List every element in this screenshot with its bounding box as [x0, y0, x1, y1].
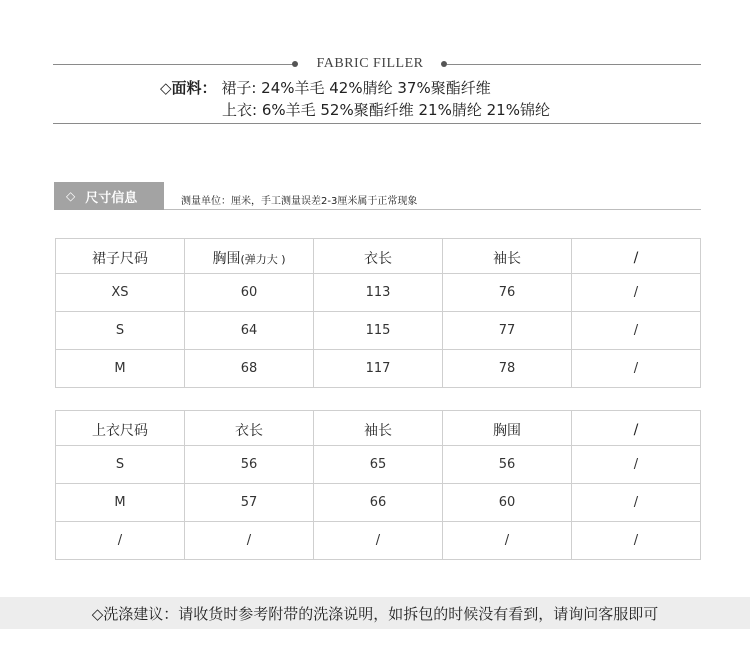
table-cell: 57 — [185, 484, 314, 522]
table-row — [56, 522, 701, 560]
table-cell: / — [572, 484, 701, 522]
table-cell: / — [572, 446, 701, 484]
table-cell: / — [314, 522, 443, 560]
table-header-cell: 胸围 — [443, 411, 572, 446]
fabric-title: FABRIC FILLER — [316, 56, 424, 71]
size-info-title: 尺寸信息 — [85, 190, 138, 206]
size-info-tab — [54, 182, 164, 210]
table-cell: 65 — [314, 446, 443, 484]
measurement-note: 测量单位：厘米，手工测量误差2-3厘米属于正常现象 — [181, 196, 418, 207]
table-cell: 76 — [443, 274, 572, 312]
wash-advice-bar — [0, 597, 750, 629]
table-cell: 115 — [314, 312, 443, 350]
table-cell: 60 — [443, 484, 572, 522]
table-cell: / — [56, 522, 185, 560]
skirt-size-table — [55, 238, 701, 388]
table-header-cell — [185, 239, 314, 274]
table-cell: 77 — [443, 312, 572, 350]
fabric-dot-left — [292, 61, 298, 67]
table-cell: 56 — [443, 446, 572, 484]
table-header-cell: 袖长 — [314, 411, 443, 446]
table-row — [56, 446, 701, 484]
table-cell: M — [56, 350, 185, 388]
table-cell: S — [56, 446, 185, 484]
table-header-row — [56, 239, 701, 274]
table-header-cell: 袖长 — [443, 239, 572, 274]
table-header-cell: 上衣尺码 — [56, 411, 185, 446]
header-note: (弹力大 ) — [240, 252, 286, 266]
table-row — [56, 350, 701, 388]
fabric-skirt-row — [160, 77, 491, 98]
table-cell: 56 — [185, 446, 314, 484]
table-header-row — [56, 411, 701, 446]
table-header-cell: / — [572, 239, 701, 274]
table-cell: 66 — [314, 484, 443, 522]
fabric-label: ◇面料： — [160, 79, 217, 97]
table-header-cell: 衣长 — [314, 239, 443, 274]
fabric-rule-left — [53, 64, 294, 65]
table-cell: 78 — [443, 350, 572, 388]
table-cell: XS — [56, 274, 185, 312]
table-cell: / — [443, 522, 572, 560]
table-cell: 117 — [314, 350, 443, 388]
table-cell: / — [572, 274, 701, 312]
table-header-cell: / — [572, 411, 701, 446]
table-cell: 68 — [185, 350, 314, 388]
table-cell: 60 — [185, 274, 314, 312]
table-cell: S — [56, 312, 185, 350]
table-header-cell: 裙子尺码 — [56, 239, 185, 274]
table-cell: / — [572, 312, 701, 350]
fabric-bottom-rule — [53, 123, 701, 124]
table-cell: 64 — [185, 312, 314, 350]
header-text: 胸围 — [212, 250, 241, 267]
table-row — [56, 312, 701, 350]
top-size-table — [55, 410, 701, 560]
table-header-cell: 衣长 — [185, 411, 314, 446]
wash-advice-text: ◇洗涤建议：请收货时参考附带的洗涤说明，如拆包的时候没有看到，请询问客服即可 — [91, 604, 659, 623]
table-row — [56, 274, 701, 312]
fabric-skirt-composition: 裙子: 24%羊毛 42%腈纶 37%聚酯纤维 — [221, 79, 491, 97]
size-info-rule — [164, 209, 701, 210]
table-cell: / — [185, 522, 314, 560]
table-cell: M — [56, 484, 185, 522]
table-cell: / — [572, 350, 701, 388]
table-cell: / — [572, 522, 701, 560]
fabric-top-composition: 上衣: 6%羊毛 52%聚酯纤维 21%腈纶 21%锦纶 — [222, 101, 550, 119]
fabric-top-row — [222, 99, 550, 120]
diamond-icon: ◇ — [66, 189, 76, 203]
table-row — [56, 484, 701, 522]
table-cell: 113 — [314, 274, 443, 312]
fabric-rule-right — [447, 64, 701, 65]
